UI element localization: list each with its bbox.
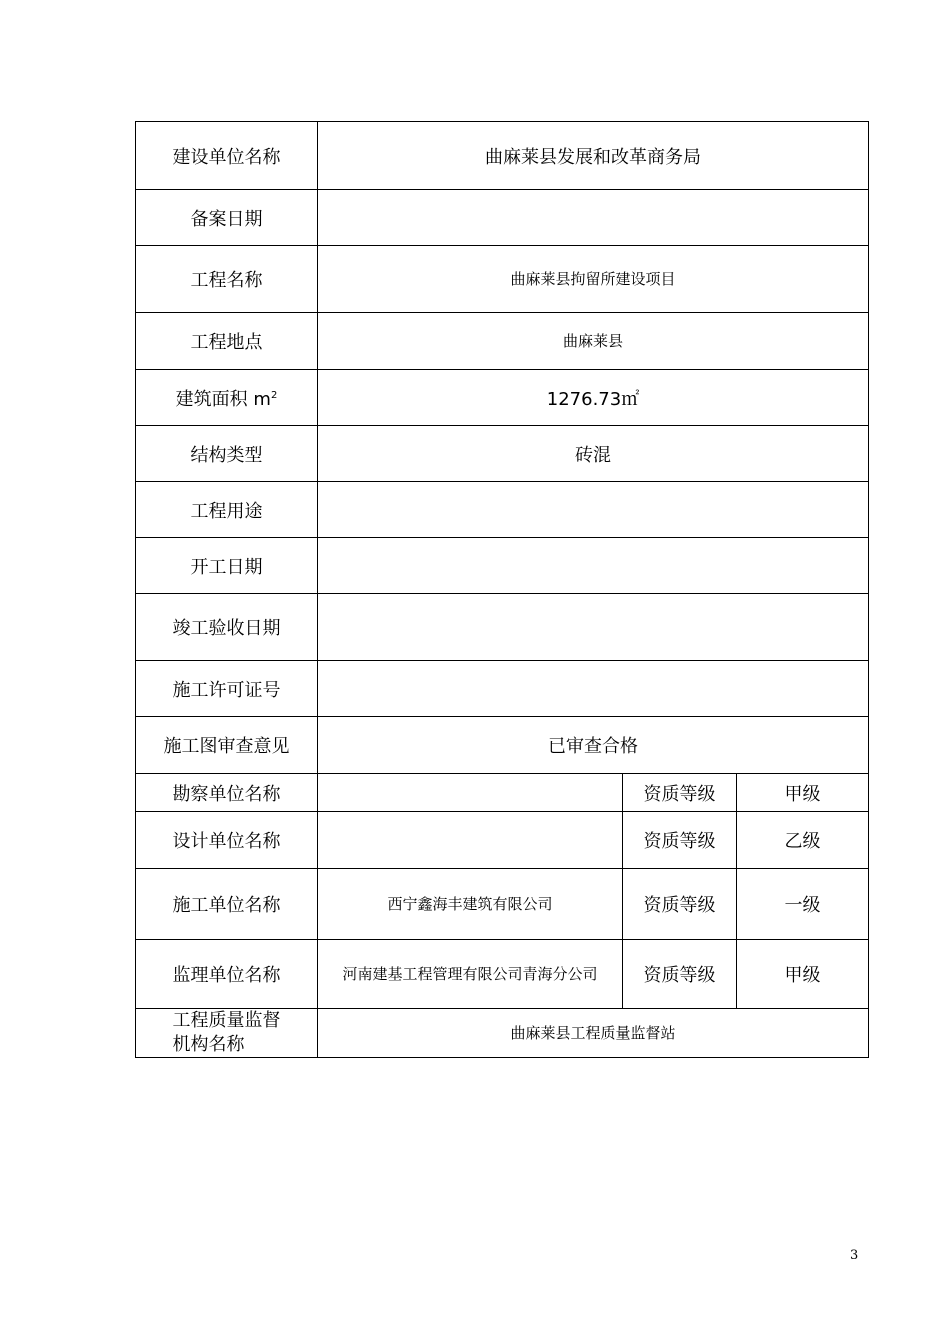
filing-date-label: 备案日期 bbox=[136, 190, 318, 246]
row-project-location bbox=[136, 313, 869, 370]
filing-date-value bbox=[318, 190, 869, 246]
supervisor-unit-value: 河南建基工程管理有限公司青海分公司 bbox=[318, 940, 623, 1009]
completion-date-value bbox=[318, 594, 869, 661]
row-project-name bbox=[136, 246, 869, 313]
project-location-value: 曲麻莱县 bbox=[318, 313, 869, 370]
quality-supervision-label-wrap bbox=[173, 1009, 281, 1057]
supervisor-qual-value: 甲级 bbox=[737, 940, 869, 1009]
building-area-label bbox=[136, 370, 318, 426]
survey-qual-value: 甲级 bbox=[737, 774, 869, 812]
quality-supervision-label-line1: 工程质量监督 bbox=[172, 1010, 281, 1031]
contractor-unit-value: 西宁鑫海丰建筑有限公司 bbox=[318, 869, 623, 940]
survey-unit-label: 勘察单位名称 bbox=[136, 774, 318, 812]
drawing-review-value: 已审查合格 bbox=[318, 717, 869, 774]
permit-number-label: 施工许可证号 bbox=[136, 661, 318, 717]
row-design-unit bbox=[136, 812, 869, 869]
project-use-value bbox=[318, 482, 869, 538]
quality-supervision-label bbox=[136, 1009, 318, 1058]
project-info-table bbox=[135, 121, 869, 1058]
quality-supervision-value: 曲麻莱县工程质量监督站 bbox=[318, 1009, 869, 1058]
row-quality-supervision bbox=[136, 1009, 869, 1058]
contractor-unit-label: 施工单位名称 bbox=[136, 869, 318, 940]
contractor-qual-value: 一级 bbox=[737, 869, 869, 940]
row-start-date bbox=[136, 538, 869, 594]
survey-qual-label: 资质等级 bbox=[623, 774, 737, 812]
row-supervisor-unit bbox=[136, 940, 869, 1009]
building-area-label-text: 建筑面积 m bbox=[175, 388, 271, 410]
row-contractor-unit bbox=[136, 869, 869, 940]
building-area-value: 1276.73㎡ bbox=[318, 370, 869, 426]
start-date-label: 开工日期 bbox=[136, 538, 318, 594]
contractor-qual-label: 资质等级 bbox=[623, 869, 737, 940]
permit-number-value bbox=[318, 661, 869, 717]
construction-unit-value: 曲麻莱县发展和改革商务局 bbox=[318, 122, 869, 190]
row-survey-unit bbox=[136, 774, 869, 812]
design-unit-label: 设计单位名称 bbox=[136, 812, 318, 869]
supervisor-qual-label: 资质等级 bbox=[623, 940, 737, 1009]
project-use-label: 工程用途 bbox=[136, 482, 318, 538]
project-name-label: 工程名称 bbox=[136, 246, 318, 313]
project-name-value: 曲麻莱县拘留所建设项目 bbox=[318, 246, 869, 313]
row-filing-date bbox=[136, 190, 869, 246]
start-date-value bbox=[318, 538, 869, 594]
supervisor-unit-label: 监理单位名称 bbox=[136, 940, 318, 1009]
survey-unit-value bbox=[318, 774, 623, 812]
project-location-label: 工程地点 bbox=[136, 313, 318, 370]
quality-supervision-label-line2: 机构名称 bbox=[172, 1034, 245, 1055]
structure-type-value: 砖混 bbox=[318, 426, 869, 482]
structure-type-label: 结构类型 bbox=[136, 426, 318, 482]
row-permit-number bbox=[136, 661, 869, 717]
row-building-area bbox=[136, 370, 869, 426]
design-unit-value bbox=[318, 812, 623, 869]
drawing-review-label: 施工图审查意见 bbox=[136, 717, 318, 774]
construction-unit-label: 建设单位名称 bbox=[136, 122, 318, 190]
design-qual-label: 资质等级 bbox=[623, 812, 737, 869]
building-area-label-sup: 2 bbox=[270, 389, 278, 401]
design-qual-value: 乙级 bbox=[737, 812, 869, 869]
row-structure-type bbox=[136, 426, 869, 482]
page-number: 3 bbox=[850, 1248, 859, 1263]
row-completion-date bbox=[136, 594, 869, 661]
row-drawing-review bbox=[136, 717, 869, 774]
completion-date-label: 竣工验收日期 bbox=[136, 594, 318, 661]
row-construction-unit bbox=[136, 122, 869, 190]
row-project-use bbox=[136, 482, 869, 538]
